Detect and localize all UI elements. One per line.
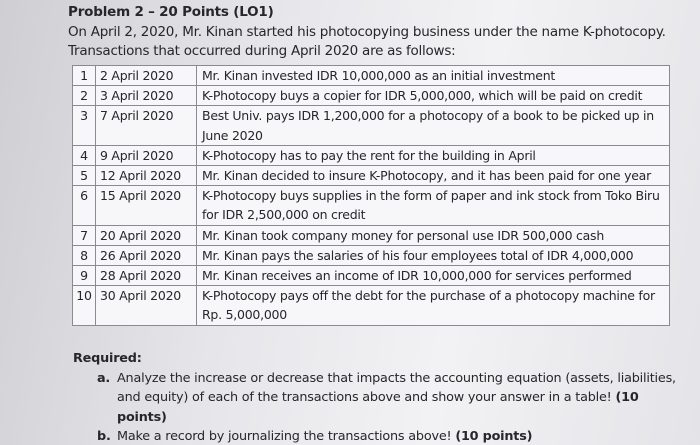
problem-title: Problem 2 – 20 Points (LO1) (68, 4, 274, 20)
required-item-a (73, 369, 688, 428)
transaction-row (73, 106, 670, 145)
transaction-date: 2 April 2020 (96, 66, 197, 86)
transaction-row (73, 186, 670, 225)
transaction-number: 5 (73, 166, 96, 186)
transaction-row (73, 66, 670, 86)
transaction-number: 1 (73, 66, 96, 86)
transaction-date: 3 April 2020 (96, 86, 197, 106)
transaction-date: 26 April 2020 (96, 245, 197, 265)
required-item-b (73, 427, 688, 445)
transaction-description: Mr. Kinan took company money for personal use IDR 500,000 cash (197, 225, 670, 245)
intro-line-1: On April 2, 2020, Mr. Kinan started his photocopying business under the name K-photocopy. (68, 24, 666, 40)
transaction-date: 30 April 2020 (96, 286, 197, 325)
transaction-number: 7 (73, 225, 96, 245)
required-item-b-text: Make a record by journalizing the transactions above! (117, 429, 452, 444)
required-item-a-text: Analyze the increase or decrease that impacts the accounting equation (assets, liabilities, and equity) of each of the transactions above and show your answer in a table! (117, 370, 676, 405)
transaction-number: 3 (73, 106, 96, 145)
transaction-number: 8 (73, 245, 96, 265)
transaction-date: 28 April 2020 (96, 266, 197, 286)
transaction-description: Mr. Kinan receives an income of IDR 10,000,000 for services performed (197, 266, 670, 286)
transaction-number: 6 (73, 186, 96, 225)
transaction-date: 20 April 2020 (96, 225, 197, 245)
transaction-row (73, 245, 670, 265)
transaction-number: 4 (73, 145, 96, 165)
transaction-date: 7 April 2020 (96, 106, 197, 145)
transaction-number: 2 (73, 86, 96, 106)
transaction-row (73, 286, 670, 325)
transaction-row (73, 266, 670, 286)
problem-intro (68, 23, 693, 61)
transaction-row (73, 225, 670, 245)
transaction-description: K-Photocopy pays off the debt for the purchase of a photocopy machine for Rp. 5,000,000 (197, 286, 670, 325)
transaction-description: K-Photocopy has to pay the rent for the building in April (197, 145, 670, 165)
transaction-description: Mr. Kinan invested IDR 10,000,000 as an initial investment (197, 66, 670, 86)
required-item-a-points: (10 points) (117, 390, 639, 425)
intro-line-2: Transactions that occurred during April 2020 are as follows: (68, 43, 456, 59)
transaction-row (73, 145, 670, 165)
transactions-table (72, 65, 670, 326)
transaction-number: 9 (73, 266, 96, 286)
required-item-b-letter: b. (97, 429, 111, 444)
transaction-date: 15 April 2020 (96, 186, 197, 225)
transaction-description: K-Photocopy buys supplies in the form of paper and ink stock from Toko Biru for IDR 2,500,000 on credit (197, 186, 670, 225)
required-item-b-points: (10 points) (455, 429, 533, 444)
transaction-description: Mr. Kinan decided to insure K-Photocopy, and it has been paid for one year (197, 166, 670, 186)
transaction-date: 9 April 2020 (96, 145, 197, 165)
required-item-a-letter: a. (97, 370, 111, 386)
transaction-description: K-Photocopy buys a copier for IDR 5,000,000, which will be paid on credit (197, 86, 670, 106)
transaction-row (73, 166, 670, 186)
transaction-number: 10 (73, 286, 96, 325)
transaction-row (73, 86, 670, 106)
transaction-description: Mr. Kinan pays the salaries of his four employees total of IDR 4,000,000 (197, 245, 670, 265)
transaction-description: Best Univ. pays IDR 1,200,000 for a photocopy of a book to be picked up in June 2020 (197, 106, 670, 145)
required-heading: Required: (73, 351, 142, 366)
required-section (73, 349, 688, 445)
transaction-date: 12 April 2020 (96, 166, 197, 186)
